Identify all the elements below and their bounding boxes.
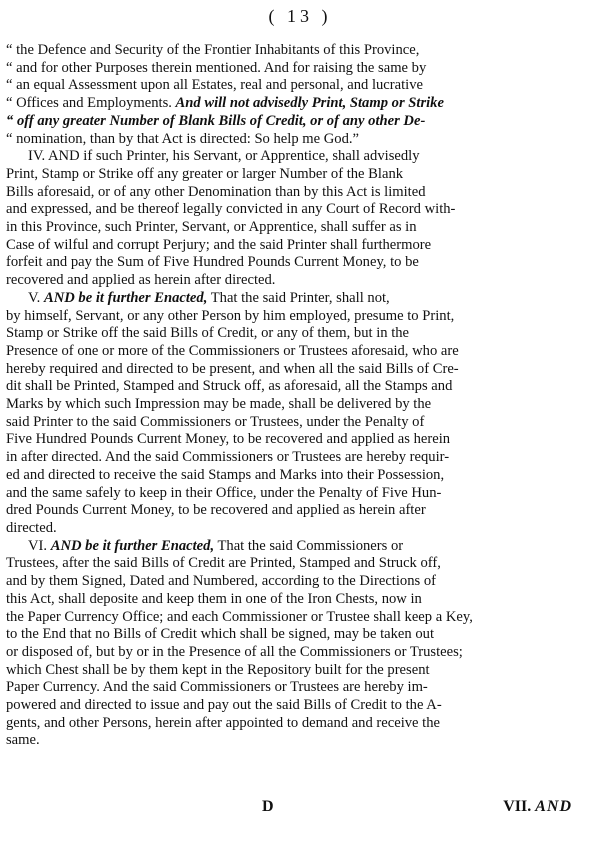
quote-italic: And will not advisedly Print, Stamp or Strike bbox=[175, 95, 444, 112]
section-line: Bills aforesaid, or of any other Denomination than by this Act is limited bbox=[6, 183, 426, 200]
section-iv bbox=[6, 148, 594, 290]
quote-line-text: “ Offices and Employments. bbox=[6, 95, 176, 112]
catchword bbox=[503, 798, 572, 816]
section-line: to the End that no Bills of Credit which shall be signed, may be taken out bbox=[6, 626, 435, 643]
quote-line: “ and for other Purposes therein mentioned. And for raising the same by bbox=[6, 59, 427, 76]
quote-line: “ off any greater Number of Blank Bills of Credit, or of any other De- bbox=[6, 112, 426, 129]
section-line: Print, Stamp or Strike off any greater or larger Number of the Blank bbox=[6, 165, 404, 182]
section-line-text: That the said Printer, shall not, bbox=[207, 289, 390, 306]
section-line: and the same safely to keep in their Office, under the Penalty of Five Hun- bbox=[6, 484, 442, 501]
quote-line: “ nomination, than by that Act is directed: So help me God.” bbox=[6, 130, 360, 147]
section-number: VI. bbox=[28, 537, 48, 554]
enacting-clause: AND be it further Enacted, bbox=[43, 289, 208, 306]
quote-line: “ an equal Assessment upon all Estates, real and personal, and lucrative bbox=[6, 77, 424, 94]
section-line: this Act, shall deposite and keep them in one of the Iron Chests, now in bbox=[6, 590, 422, 607]
section-line: powered and directed to issue and pay out the said Bills of Credit to the A- bbox=[6, 697, 442, 714]
section-line: forfeit and pay the Sum of Five Hundred Pounds Current Money, to be bbox=[6, 254, 419, 271]
section-line: which Chest shall be by them kept in the Repository built for the present bbox=[6, 661, 430, 678]
signature-mark: D bbox=[262, 798, 274, 815]
section-line: hereby required and directed to be present, and when all the said Bills of Cre- bbox=[6, 360, 459, 377]
quote-line: “ the Defence and Security of the Frontier Inhabitants of this Province, bbox=[6, 42, 420, 58]
section-line: Marks by which such Impression may be made, shall be delivered by the bbox=[6, 396, 432, 413]
section-line: dit shall be Printed, Stamped and Struck off, as aforesaid, all the Stamps and bbox=[6, 378, 453, 395]
section-line: same. bbox=[6, 732, 40, 749]
oath-quote bbox=[6, 42, 594, 148]
section-line bbox=[6, 290, 594, 308]
section-line: Stamp or Strike off the said Bills of Credit, or any of them, but in the bbox=[6, 325, 410, 342]
section-line: Paper Currency. And the said Commissioners or Trustees are hereby im- bbox=[6, 679, 428, 696]
section-line: and by them Signed, Dated and Numbered, according to the Directions of bbox=[6, 573, 436, 590]
catchword-italic: AND bbox=[535, 798, 572, 815]
section-line: in this Province, such Printer, Servant, or Apprentice, shall suffer as in bbox=[6, 219, 417, 236]
section-line: Case of wilful and corrupt Perjury; and the said Printer shall furthermore bbox=[6, 236, 432, 253]
section-line: or disposed of, but by or in the Presence of all the Commissioners or Trustees; bbox=[6, 643, 463, 660]
section-line: gents, and other Persons, herein after appointed to demand and receive the bbox=[6, 714, 441, 731]
section-line: Five Hundred Pounds Current Money, to be recovered and applied as herein bbox=[6, 431, 451, 448]
body-text bbox=[6, 42, 594, 750]
quote-line bbox=[6, 95, 594, 113]
section-line: Presence of one or more of the Commissioners or Trustees aforesaid, who are bbox=[6, 342, 459, 359]
enacting-clause: AND be it further Enacted, bbox=[50, 537, 215, 554]
section-line: IV. AND if such Printer, his Servant, or Apprentice, shall advisedly bbox=[28, 148, 420, 165]
section-line: the Paper Currency Office; and each Commissioner or Trustee shall keep a Key, bbox=[6, 608, 473, 625]
section-line-text: That the said Commissioners or bbox=[214, 537, 404, 554]
page-footer bbox=[0, 798, 600, 822]
section-line bbox=[6, 538, 594, 556]
section-line: in after directed. And the said Commissioners or Trustees are hereby requir- bbox=[6, 449, 450, 466]
page-number: ( 13 ) bbox=[268, 6, 332, 26]
section-vi bbox=[6, 538, 594, 750]
section-line: directed. bbox=[6, 519, 57, 536]
section-line: said Printer to the said Commissioners or Trustees, under the Penalty of bbox=[6, 413, 425, 430]
section-line: Trustees, after the said Bills of Credit are Printed, Stamped and Struck off, bbox=[6, 555, 441, 572]
section-line: by himself, Servant, or any other Person by him employed, presume to Print, bbox=[6, 307, 455, 324]
section-v bbox=[6, 290, 594, 538]
section-line: ed and directed to receive the said Stamps and Marks into their Possession, bbox=[6, 466, 445, 483]
section-number: V. bbox=[28, 289, 41, 306]
section-line: dred Pounds Current Money, to be recovered and applied as herein after bbox=[6, 502, 426, 519]
section-line: recovered and applied as herein after directed. bbox=[6, 272, 276, 289]
catchword-number: VII. bbox=[503, 798, 532, 815]
section-line: and expressed, and be thereof legally convicted in any Court of Record with- bbox=[6, 201, 456, 218]
